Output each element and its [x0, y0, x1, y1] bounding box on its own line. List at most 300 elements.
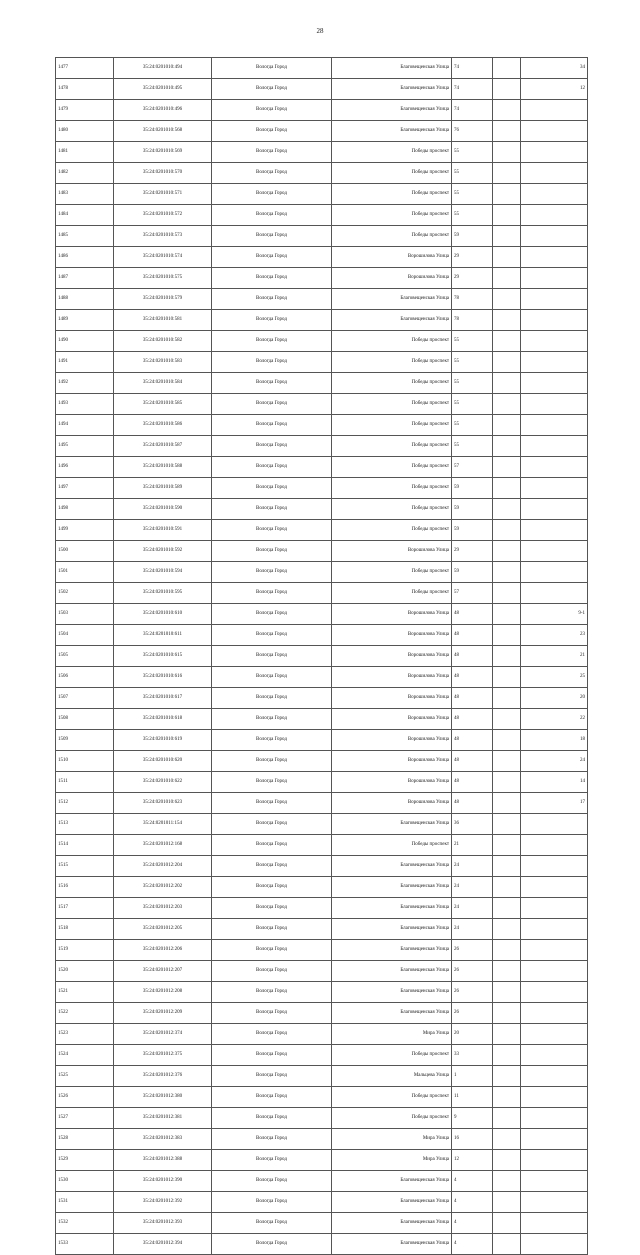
cadastral-number: 35:24:0201012:392	[114, 1192, 212, 1213]
city-name: Вологда Город	[212, 1003, 332, 1024]
building-number	[493, 1087, 521, 1108]
cadastral-number: 35:24:0201010:591	[114, 520, 212, 541]
street-name: Мира Улица	[332, 1024, 452, 1045]
building-number	[493, 457, 521, 478]
cadastral-number: 35:24:0201012:168	[114, 835, 212, 856]
street-name: Победы проспект	[332, 142, 452, 163]
building-number	[493, 688, 521, 709]
apartment-number: 23	[521, 625, 588, 646]
cadastral-number: 35:24:0201010:573	[114, 226, 212, 247]
table-row	[56, 205, 588, 226]
row-number: 1521	[56, 982, 114, 1003]
row-number: 1533	[56, 1234, 114, 1255]
apartment-number: 34	[521, 58, 588, 79]
city-name: Вологда Город	[212, 436, 332, 457]
street-name: Благовещенская Улица	[332, 814, 452, 835]
street-name: Благовещенская Улица	[332, 1213, 452, 1234]
table-row	[56, 1024, 588, 1045]
street-name: Благовещенская Улица	[332, 919, 452, 940]
building-number	[493, 310, 521, 331]
apartment-number	[521, 1192, 588, 1213]
apartment-number	[521, 1150, 588, 1171]
city-name: Вологда Город	[212, 898, 332, 919]
table-row	[56, 688, 588, 709]
city-name: Вологда Город	[212, 982, 332, 1003]
cadastral-number: 35:24:0201010:617	[114, 688, 212, 709]
city-name: Вологда Город	[212, 184, 332, 205]
house-number: 48	[452, 667, 493, 688]
street-name: Победы проспект	[332, 478, 452, 499]
table-row	[56, 499, 588, 520]
street-name: Победы проспект	[332, 1087, 452, 1108]
cadastral-number: 35:24:0201012:388	[114, 1150, 212, 1171]
table-row	[56, 541, 588, 562]
table-row	[56, 751, 588, 772]
row-number: 1485	[56, 226, 114, 247]
building-number	[493, 1003, 521, 1024]
building-number	[493, 205, 521, 226]
city-name: Вологда Город	[212, 415, 332, 436]
cadastral-number: 35:24:0201012:207	[114, 961, 212, 982]
table-row	[56, 436, 588, 457]
apartment-number: 14	[521, 772, 588, 793]
house-number: 26	[452, 982, 493, 1003]
building-number	[493, 58, 521, 79]
house-number: 48	[452, 730, 493, 751]
street-name: Благовещенская Улица	[332, 1234, 452, 1255]
cadastral-number: 35:24:0201010:588	[114, 457, 212, 478]
house-number: 48	[452, 625, 493, 646]
city-name: Вологда Город	[212, 1108, 332, 1129]
apartment-number	[521, 919, 588, 940]
street-name: Победы проспект	[332, 499, 452, 520]
city-name: Вологда Город	[212, 1171, 332, 1192]
cadastral-number: 35:24:0201010:616	[114, 667, 212, 688]
street-name: Победы проспект	[332, 457, 452, 478]
building-number	[493, 100, 521, 121]
city-name: Вологда Город	[212, 1213, 332, 1234]
cadastral-number: 35:24:0201010:589	[114, 478, 212, 499]
row-number: 1518	[56, 919, 114, 940]
row-number: 1477	[56, 58, 114, 79]
apartment-number	[521, 184, 588, 205]
cadastral-number: 35:24:0201010:494	[114, 58, 212, 79]
street-name: Ворошилова Улица	[332, 268, 452, 289]
house-number: 4	[452, 1213, 493, 1234]
apartment-number	[521, 247, 588, 268]
table-row	[56, 289, 588, 310]
house-number: 9	[452, 1108, 493, 1129]
row-number: 1501	[56, 562, 114, 583]
apartment-number	[521, 1129, 588, 1150]
street-name: Благовещенская Улица	[332, 1003, 452, 1024]
street-name: Победы проспект	[332, 583, 452, 604]
cadastral-number: 35:24:0201010:579	[114, 289, 212, 310]
apartment-number	[521, 310, 588, 331]
cadastral-number: 35:24:0201010:611	[114, 625, 212, 646]
street-name: Победы проспект	[332, 562, 452, 583]
cadastral-number: 35:24:0201012:376	[114, 1066, 212, 1087]
house-number: 78	[452, 310, 493, 331]
table-row	[56, 1108, 588, 1129]
street-name: Благовещенская Улица	[332, 940, 452, 961]
house-number: 12	[452, 1150, 493, 1171]
table-row	[56, 835, 588, 856]
row-number: 1499	[56, 520, 114, 541]
cadastral-number: 35:24:0201010:568	[114, 121, 212, 142]
building-number	[493, 1192, 521, 1213]
apartment-number	[521, 835, 588, 856]
cadastral-number: 35:24:0201012:374	[114, 1024, 212, 1045]
house-number: 4	[452, 1234, 493, 1255]
city-name: Вологда Город	[212, 604, 332, 625]
apartment-number	[521, 940, 588, 961]
city-name: Вологда Город	[212, 1192, 332, 1213]
building-number	[493, 709, 521, 730]
building-number	[493, 79, 521, 100]
row-number: 1513	[56, 814, 114, 835]
building-number	[493, 121, 521, 142]
table-row	[56, 163, 588, 184]
house-number: 55	[452, 205, 493, 226]
house-number: 20	[452, 1024, 493, 1045]
city-name: Вологда Город	[212, 457, 332, 478]
cadastral-number: 35:24:0201010:496	[114, 100, 212, 121]
city-name: Вологда Город	[212, 520, 332, 541]
building-number	[493, 394, 521, 415]
cadastral-number: 35:24:0201012:381	[114, 1108, 212, 1129]
table-row	[56, 646, 588, 667]
apartment-number	[521, 1066, 588, 1087]
city-name: Вологда Город	[212, 793, 332, 814]
apartment-number	[521, 961, 588, 982]
row-number: 1503	[56, 604, 114, 625]
row-number: 1479	[56, 100, 114, 121]
city-name: Вологда Город	[212, 268, 332, 289]
row-number: 1511	[56, 772, 114, 793]
building-number	[493, 352, 521, 373]
row-number: 1480	[56, 121, 114, 142]
apartment-number	[521, 163, 588, 184]
cadastral-number: 35:24:0201012:208	[114, 982, 212, 1003]
row-number: 1506	[56, 667, 114, 688]
cadastral-number: 35:24:0201010:592	[114, 541, 212, 562]
row-number: 1507	[56, 688, 114, 709]
house-number: 59	[452, 499, 493, 520]
house-number: 48	[452, 646, 493, 667]
building-number	[493, 1213, 521, 1234]
building-number	[493, 562, 521, 583]
city-name: Вологда Город	[212, 1129, 332, 1150]
street-name: Ворошилова Улица	[332, 667, 452, 688]
apartment-number	[521, 1108, 588, 1129]
street-name: Победы проспект	[332, 394, 452, 415]
table-row	[56, 1192, 588, 1213]
apartment-number	[521, 415, 588, 436]
city-name: Вологда Город	[212, 58, 332, 79]
table-row	[56, 772, 588, 793]
street-name: Благовещенская Улица	[332, 79, 452, 100]
street-name: Благовещенская Улица	[332, 100, 452, 121]
apartment-number	[521, 436, 588, 457]
table-row	[56, 1087, 588, 1108]
row-number: 1525	[56, 1066, 114, 1087]
apartment-number: 17	[521, 793, 588, 814]
building-number	[493, 814, 521, 835]
building-number	[493, 142, 521, 163]
row-number: 1492	[56, 373, 114, 394]
apartment-number: 24	[521, 751, 588, 772]
table-row	[56, 982, 588, 1003]
house-number: 59	[452, 520, 493, 541]
row-number: 1526	[56, 1087, 114, 1108]
table-row	[56, 961, 588, 982]
cadastral-number: 35:24:0201010:618	[114, 709, 212, 730]
apartment-number	[521, 142, 588, 163]
street-name: Мальцева Улица	[332, 1066, 452, 1087]
apartment-number	[521, 1045, 588, 1066]
row-number: 1515	[56, 856, 114, 877]
table-row	[56, 1213, 588, 1234]
street-name: Ворошилова Улица	[332, 730, 452, 751]
house-number: 48	[452, 772, 493, 793]
cadastral-number: 35:24:0201011:154	[114, 814, 212, 835]
apartment-number	[521, 100, 588, 121]
cadastral-number: 35:24:0201010:585	[114, 394, 212, 415]
row-number: 1504	[56, 625, 114, 646]
city-name: Вологда Город	[212, 646, 332, 667]
row-number: 1490	[56, 331, 114, 352]
city-name: Вологда Город	[212, 919, 332, 940]
table-row	[56, 100, 588, 121]
city-name: Вологда Город	[212, 142, 332, 163]
row-number: 1532	[56, 1213, 114, 1234]
table-row	[56, 331, 588, 352]
row-number: 1495	[56, 436, 114, 457]
row-number: 1498	[56, 499, 114, 520]
city-name: Вологда Город	[212, 625, 332, 646]
house-number: 29	[452, 541, 493, 562]
building-number	[493, 541, 521, 562]
street-name: Победы проспект	[332, 352, 452, 373]
table-row	[56, 394, 588, 415]
street-name: Мира Улица	[332, 1129, 452, 1150]
table-row	[56, 1045, 588, 1066]
cadastral-number: 35:24:0201010:594	[114, 562, 212, 583]
street-name: Ворошилова Улица	[332, 751, 452, 772]
cadastral-number: 35:24:0201010:619	[114, 730, 212, 751]
cadastral-number: 35:24:0201010:569	[114, 142, 212, 163]
house-number: 26	[452, 1003, 493, 1024]
row-number: 1493	[56, 394, 114, 415]
house-number: 4	[452, 1171, 493, 1192]
street-name: Ворошилова Улица	[332, 247, 452, 268]
table-row	[56, 562, 588, 583]
street-name: Победы проспект	[332, 436, 452, 457]
city-name: Вологда Город	[212, 667, 332, 688]
street-name: Победы проспект	[332, 415, 452, 436]
building-number	[493, 667, 521, 688]
building-number	[493, 163, 521, 184]
table-row	[56, 877, 588, 898]
building-number	[493, 1234, 521, 1255]
city-name: Вологда Город	[212, 940, 332, 961]
row-number: 1510	[56, 751, 114, 772]
street-name: Ворошилова Улица	[332, 625, 452, 646]
table-row	[56, 373, 588, 394]
house-number: 55	[452, 394, 493, 415]
city-name: Вологда Город	[212, 856, 332, 877]
row-number: 1486	[56, 247, 114, 268]
street-name: Мира Улица	[332, 1150, 452, 1171]
building-number	[493, 856, 521, 877]
cadastral-number: 35:24:0201010:581	[114, 310, 212, 331]
row-number: 1482	[56, 163, 114, 184]
row-number: 1508	[56, 709, 114, 730]
table-row	[56, 940, 588, 961]
cadastral-number: 35:24:0201010:583	[114, 352, 212, 373]
house-number: 55	[452, 415, 493, 436]
city-name: Вологда Город	[212, 877, 332, 898]
row-number: 1523	[56, 1024, 114, 1045]
row-number: 1512	[56, 793, 114, 814]
row-number: 1505	[56, 646, 114, 667]
cadastral-number: 35:24:0201010:595	[114, 583, 212, 604]
registry-table	[55, 57, 588, 1255]
house-number: 29	[452, 268, 493, 289]
city-name: Вологда Город	[212, 310, 332, 331]
city-name: Вологда Город	[212, 1087, 332, 1108]
street-name: Ворошилова Улица	[332, 541, 452, 562]
table-row	[56, 226, 588, 247]
building-number	[493, 961, 521, 982]
table-row	[56, 667, 588, 688]
table-row	[56, 121, 588, 142]
street-name: Благовещенская Улица	[332, 289, 452, 310]
building-number	[493, 478, 521, 499]
building-number	[493, 625, 521, 646]
table-row	[56, 604, 588, 625]
building-number	[493, 373, 521, 394]
building-number	[493, 184, 521, 205]
row-number: 1496	[56, 457, 114, 478]
cadastral-number: 35:24:0201010:615	[114, 646, 212, 667]
cadastral-number: 35:24:0201010:623	[114, 793, 212, 814]
cadastral-number: 35:24:0201010:570	[114, 163, 212, 184]
city-name: Вологда Город	[212, 1045, 332, 1066]
city-name: Вологда Город	[212, 205, 332, 226]
building-number	[493, 982, 521, 1003]
table-row	[56, 247, 588, 268]
apartment-number	[521, 898, 588, 919]
street-name: Ворошилова Улица	[332, 604, 452, 625]
house-number: 48	[452, 751, 493, 772]
house-number: 24	[452, 919, 493, 940]
apartment-number	[521, 226, 588, 247]
row-number: 1527	[56, 1108, 114, 1129]
street-name: Благовещенская Улица	[332, 982, 452, 1003]
building-number	[493, 268, 521, 289]
city-name: Вологда Город	[212, 751, 332, 772]
table-row	[56, 814, 588, 835]
street-name: Ворошилова Улица	[332, 793, 452, 814]
table-row	[56, 1129, 588, 1150]
cadastral-number: 35:24:0201012:375	[114, 1045, 212, 1066]
street-name: Ворошилова Улица	[332, 709, 452, 730]
city-name: Вологда Город	[212, 730, 332, 751]
house-number: 55	[452, 142, 493, 163]
building-number	[493, 793, 521, 814]
table-row	[56, 1066, 588, 1087]
building-number	[493, 1066, 521, 1087]
cadastral-number: 35:24:0201012:390	[114, 1171, 212, 1192]
street-name: Благовещенская Улица	[332, 1171, 452, 1192]
row-number: 1516	[56, 877, 114, 898]
apartment-number	[521, 1003, 588, 1024]
apartment-number	[521, 499, 588, 520]
apartment-number	[521, 877, 588, 898]
table-row	[56, 1150, 588, 1171]
cadastral-number: 35:24:0201010:590	[114, 499, 212, 520]
apartment-number	[521, 373, 588, 394]
building-number	[493, 730, 521, 751]
row-number: 1519	[56, 940, 114, 961]
table-row	[56, 856, 588, 877]
apartment-number: 12	[521, 79, 588, 100]
street-name: Ворошилова Улица	[332, 646, 452, 667]
street-name: Победы проспект	[332, 331, 452, 352]
city-name: Вологда Город	[212, 709, 332, 730]
house-number: 55	[452, 373, 493, 394]
table-row	[56, 1171, 588, 1192]
row-number: 1487	[56, 268, 114, 289]
street-name: Ворошилова Улица	[332, 688, 452, 709]
building-number	[493, 436, 521, 457]
building-number	[493, 1129, 521, 1150]
row-number: 1494	[56, 415, 114, 436]
apartment-number	[521, 520, 588, 541]
city-name: Вологда Город	[212, 289, 332, 310]
page-number: 28	[316, 27, 324, 35]
house-number: 24	[452, 898, 493, 919]
house-number: 11	[452, 1087, 493, 1108]
row-number: 1517	[56, 898, 114, 919]
city-name: Вологда Город	[212, 1150, 332, 1171]
building-number	[493, 877, 521, 898]
house-number: 55	[452, 352, 493, 373]
city-name: Вологда Город	[212, 163, 332, 184]
street-name: Благовещенская Улица	[332, 898, 452, 919]
city-name: Вологда Город	[212, 1024, 332, 1045]
cadastral-number: 35:24:0201012:383	[114, 1129, 212, 1150]
house-number: 36	[452, 814, 493, 835]
street-name: Благовещенская Улица	[332, 856, 452, 877]
house-number: 59	[452, 562, 493, 583]
building-number	[493, 835, 521, 856]
building-number	[493, 751, 521, 772]
street-name: Победы проспект	[332, 373, 452, 394]
apartment-number	[521, 1171, 588, 1192]
table-row	[56, 898, 588, 919]
house-number: 29	[452, 247, 493, 268]
apartment-number	[521, 1024, 588, 1045]
street-name: Благовещенская Улица	[332, 877, 452, 898]
row-number: 1483	[56, 184, 114, 205]
table-row	[56, 478, 588, 499]
city-name: Вологда Город	[212, 121, 332, 142]
house-number: 26	[452, 940, 493, 961]
house-number: 59	[452, 226, 493, 247]
